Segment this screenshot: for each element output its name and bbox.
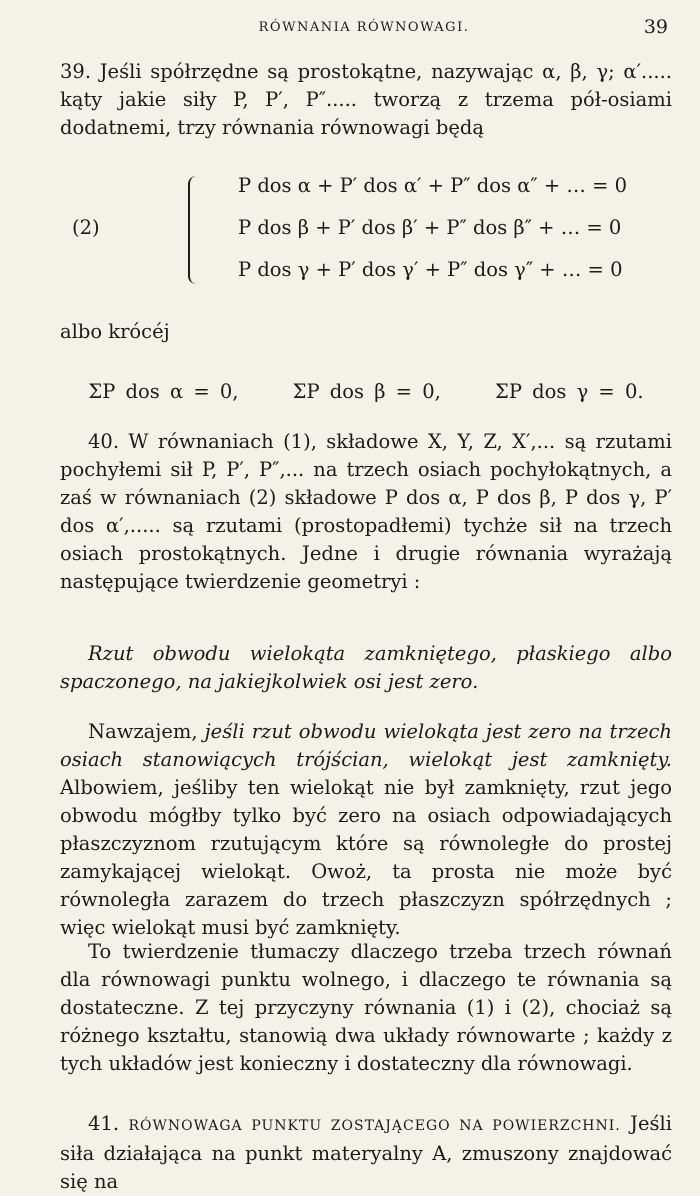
section-41-heading: RÓWNOWAGA PUNKTU ZOSTAJĄCEGO NA POWIERZCHNI. [128, 1118, 621, 1134]
section-39-intro: 39. Jeśli spółrzędne są prostokątne, nazywając α, β, γ; α′..... kąty jakie siły P, P′, P″..... tworzą z trzema pół-osiami dodatnemi, trzy równania równowagi będą [60, 60, 672, 139]
section-41-paragraph [60, 1110, 672, 1196]
section-41-text: Jeśli siła działająca na punkt materyalny A, zmuszony znajdować się na [60, 1112, 672, 1193]
page-header [60, 14, 668, 40]
converse-theorem: jeśli rzut obwodu wielokąta jest zero na trzech osiach stanowiących trójścian, wielokąt jest zamknięty. [60, 720, 672, 771]
theorem-statement: Rzut obwodu wielokąta zamkniętego, płaskiego albo spaczonego, na jakiejkolwiek osi jest zero. [60, 642, 672, 693]
equation-system-2 [60, 172, 672, 290]
sum-gamma: ΣP dos γ = 0. [495, 380, 644, 403]
converse-paragraph [60, 718, 672, 942]
left-brace [188, 176, 200, 284]
sum-equations [60, 380, 672, 403]
albo-krocej: albo krócéj [60, 320, 170, 343]
section-40-paragraph: 40. W równaniach (1), składowe X, Y, Z, X′,... są rzutami pochyłemi sił P, P′, P″,... na trzech osiach pochyłokątnych, a zaś w równaniach (2) składowe P dos α, P dos β, P dos γ, P′ dos α′,..... są rzutami (prostopadłemi) tychże sił na trzech osiach prostokątnych. Jedne i drugie równania wyrażają następujące twierdzenie geometryi : [60, 430, 672, 593]
sum-alpha: ΣP dos α = 0, [88, 380, 239, 403]
equation-alpha: P dos α + P′ dos α′ + P″ dos α″ + … = 0 [238, 174, 628, 197]
section-41-number: 41. [88, 1112, 120, 1135]
page-number: 39 [643, 16, 668, 38]
equation-beta: P dos β + P′ dos β′ + P″ dos β″ + … = 0 [238, 216, 622, 239]
running-title: RÓWNANIA RÓWNOWAGI. [258, 20, 470, 35]
converse-lead: Nawzajem, [88, 720, 205, 743]
equation-label: (2) [72, 216, 100, 239]
equation-gamma: P dos γ + P′ dos γ′ + P″ dos γ″ + … = 0 [238, 258, 623, 281]
equations-explanation: To twierdzenie tłumaczy dlaczego trzeba trzech równań dla równowagi punktu wolnego, i dlaczego te równania są dostateczne. Z tej przyczyny równania (1) i (2), chociaż są różnego kształtu, stanowią dwa układy równowarte ; każdy z tych układów jest konieczny i dostateczny dla równowagi. [60, 940, 672, 1075]
converse-proof: Albowiem, jeśliby ten wielokąt nie był zamknięty, rzut jego obwodu mógłby tylko być zero na osiach odpowiadających płaszczyznom rzutującym które są równoległe do prostej zamykającej wielokąt. Owoż, ta prosta nie może być równoległa zarazem do trzech płaszczyzn spółrzędnych ; więc wielokąt musi być zamknięty. [60, 776, 672, 939]
sum-beta: ΣP dos β = 0, [292, 380, 441, 403]
